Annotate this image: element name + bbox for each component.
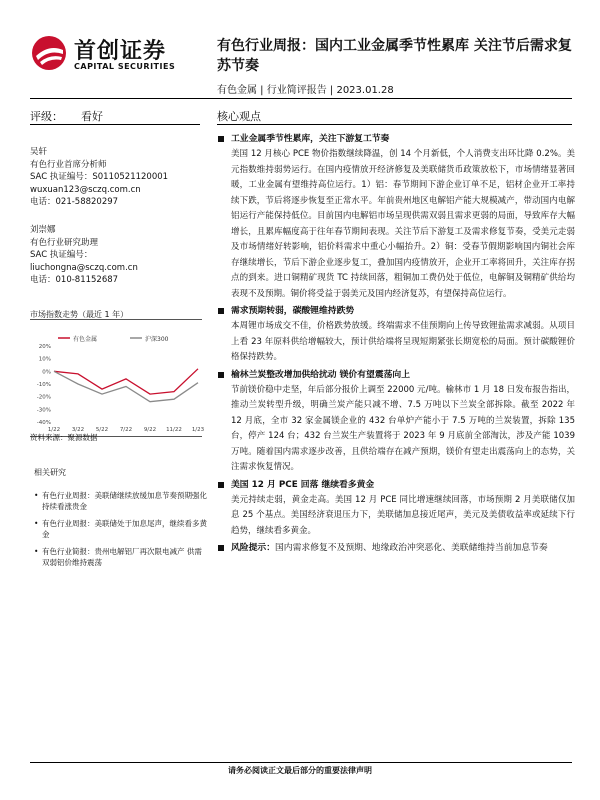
legend-label-nonferrous: 有色金属 — [73, 336, 98, 343]
section — [217, 367, 575, 476]
analyst-sac: SAC 执证编号：S0110521120001 — [30, 172, 169, 182]
x-tick-label: 3/22 — [71, 427, 85, 433]
section-heading: 美国 12 月 PCE 回落 继续看多黄金 — [217, 477, 575, 493]
section — [217, 131, 575, 302]
analyst-phone: 电话：010-81152687 — [30, 275, 119, 285]
chart-source: 资料来源：聚源数据 — [30, 433, 98, 442]
related-research — [30, 467, 208, 574]
x-tick-label: 7/22 — [119, 427, 133, 433]
analyst-role: 有色行业首席分析师 — [30, 159, 107, 170]
legend-label-csi300: 沪深300 — [145, 336, 169, 343]
rating-value: 看好 — [81, 110, 103, 123]
section-paragraph: 美国 12 月核心 PCE 物价指数继续降温，创 14 个月新低，个人消费支出环比降 0.2%。美元指数维持弱势运行。在国内疫情放开经济修复及美联储货币政策放松下，市场情绪显著回暖，工业金属有望维持高位运行。1）铝：春节期间下游企业订单不足，铝材企业开工率持续下跌，节后将逐步恢复至正常水平。年前贵州地区电解铝产能大规模减产，带动国内电解铝运行产能保持低位。目前国内电解铝市场呈现供需双弱且需求更弱的局面，导致库存大幅增长，且累库幅度高于往年春节期间表现。关注节后下游复工及需求修复节奏，受美元走弱及市场情绪好转影响，铝价料需求中重心小幅抬升。2）铜：受春节假期影响国内铜社会库存继续增长，节后下游企业逐步复工，叠加国内疫情放开，企业开工率将回升，关注库存拐点的到来。进口铜精矿现货 TC 持续回落，粗铜加工费仍处于低位，电解铜及铜精矿供给均表现不及预期。铜价将受益于弱美元及国内经济复苏，有望保持高位运行。 — [231, 149, 575, 299]
core-views-body — [217, 131, 575, 557]
risk-section — [217, 540, 575, 556]
logo-english: CAPITAL SECURITIES — [74, 62, 176, 71]
related-item[interactable]: • 有色行业周报：美联储处于加息尾声，继续看多黄金 — [30, 518, 208, 540]
analyst-card — [30, 224, 205, 287]
analyst-sac: SAC 执证编号： — [30, 250, 93, 260]
risk-text: 国内需求修复不及预期、地缘政治冲突恶化、美联储维持当前加息节奏 — [275, 543, 548, 553]
section-paragraph: 节前镁价稳中走坚，年后部分报价上调至 22000 元/吨。榆林市 1 月 18 日发布报告指出，推动兰炭转型升级，明确兰炭产能只减不增、7.5 万吨以下兰炭全部拆除。截至 2022 年 12 月底，全市 32 家金属镁企业的 432 台单炉产能小于 7.5 万吨的兰炭装置，拆除 135 台，停产 124 台；432 台兰炭生产装置将于 2023 年 9 月底前全部淘汰，涉及产能 1039 万吨。随着国内需求逐步改善，且供给端存在减产预期，镁价有望走出震荡向上的态势，关注需求恢复情况。 — [231, 384, 575, 472]
report-title: 有色行业周报：国内工业金属季节性累库 关注节后需求复苏节奏 — [217, 38, 572, 74]
footer-disclaimer: 请务必阅读正文最后部分的重要法律声明 — [228, 766, 372, 775]
series-line-nonferrous — [54, 369, 198, 394]
section-heading: 需求预期转弱，碳酸锂维持跌势 — [217, 303, 575, 319]
chart-title: 市场指数走势（最近 1 年） — [30, 310, 129, 319]
logo-icon — [30, 34, 70, 72]
x-tick-label: 1/22 — [47, 427, 61, 433]
y-tick-label: -10% — [36, 382, 51, 388]
y-tick-label: -30% — [36, 407, 51, 414]
core-views-heading: 核心观点 — [217, 110, 261, 123]
analyst-name: 吴轩 — [30, 147, 48, 157]
analyst-email[interactable]: wuxuan123@sczq.com.cn — [30, 184, 141, 195]
related-title: 相关研究 — [34, 468, 66, 477]
chart-svg — [30, 320, 205, 434]
section-heading: 工业金属季节性累库，关注下游复工节奏 — [217, 131, 575, 147]
section-paragraph: 美元持续走弱，黄金走高。美国 12 月 PCE 同比增速继续回落，市场预期 2 月美联储仅加息 25 个基点。美国经济衰退压力下，美联储加息接近尾声，美元及美债收益率或延续下行趋势，继续看多黄金。 — [231, 494, 575, 536]
logo-text: 首创证券 — [74, 39, 167, 64]
x-tick-label: 1/23 — [191, 427, 205, 433]
y-tick-label: -40% — [36, 420, 51, 426]
index-chart — [30, 319, 205, 437]
rating-label: 评级： — [30, 110, 63, 123]
y-tick-label: 20% — [38, 344, 51, 350]
analyst-role: 有色行业研究助理 — [30, 237, 99, 248]
report-subhead: 有色金属 | 行业简评报告 | 2023.01.28 — [217, 85, 394, 96]
x-tick-label: 11/22 — [166, 427, 182, 433]
company-logo — [30, 34, 195, 74]
footer-divider — [30, 762, 572, 763]
left-divider — [30, 124, 200, 125]
analyst-email[interactable]: liuchongna@sczq.com.cn — [30, 262, 138, 273]
section-paragraph: 本周锂市场成交不佳，价格跌势放缓。终端需求不佳预期向上传导致锂盐需求减弱。从项目上看 23 年原料供给增幅较大，预计供给端将呈现短期紧张长期宽松的局面。预计碳酸锂价格保持跌势。 — [231, 321, 575, 362]
analyst-phone: 电话：021-58820297 — [30, 197, 119, 207]
right-divider — [217, 124, 572, 125]
analyst-card — [30, 146, 205, 209]
related-item[interactable]: • 有色行业周报：美联储继续放缓加息节奏预期强化 持续看涨贵金 — [30, 490, 208, 512]
related-item[interactable]: • 有色行业简报：贵州电解铝厂再次限电减产 供需双弱铝价维持震荡 — [30, 546, 208, 568]
rating-block — [30, 108, 103, 124]
risk-paragraph — [217, 540, 575, 556]
x-tick-label: 9/22 — [143, 427, 157, 433]
risk-label: 风险提示： — [231, 543, 275, 553]
y-tick-label: 10% — [38, 356, 51, 363]
section — [217, 477, 575, 540]
header-divider — [30, 98, 572, 99]
section — [217, 303, 575, 366]
y-tick-label: 0% — [42, 369, 51, 376]
section-heading: 榆林兰炭整改增加供给扰动 镁价有望震荡向上 — [217, 367, 575, 383]
series-line-csi300 — [54, 371, 198, 401]
x-tick-label: 5/22 — [95, 427, 109, 433]
analyst-name: 刘崇娜 — [30, 225, 56, 235]
y-tick-label: -20% — [36, 394, 51, 401]
